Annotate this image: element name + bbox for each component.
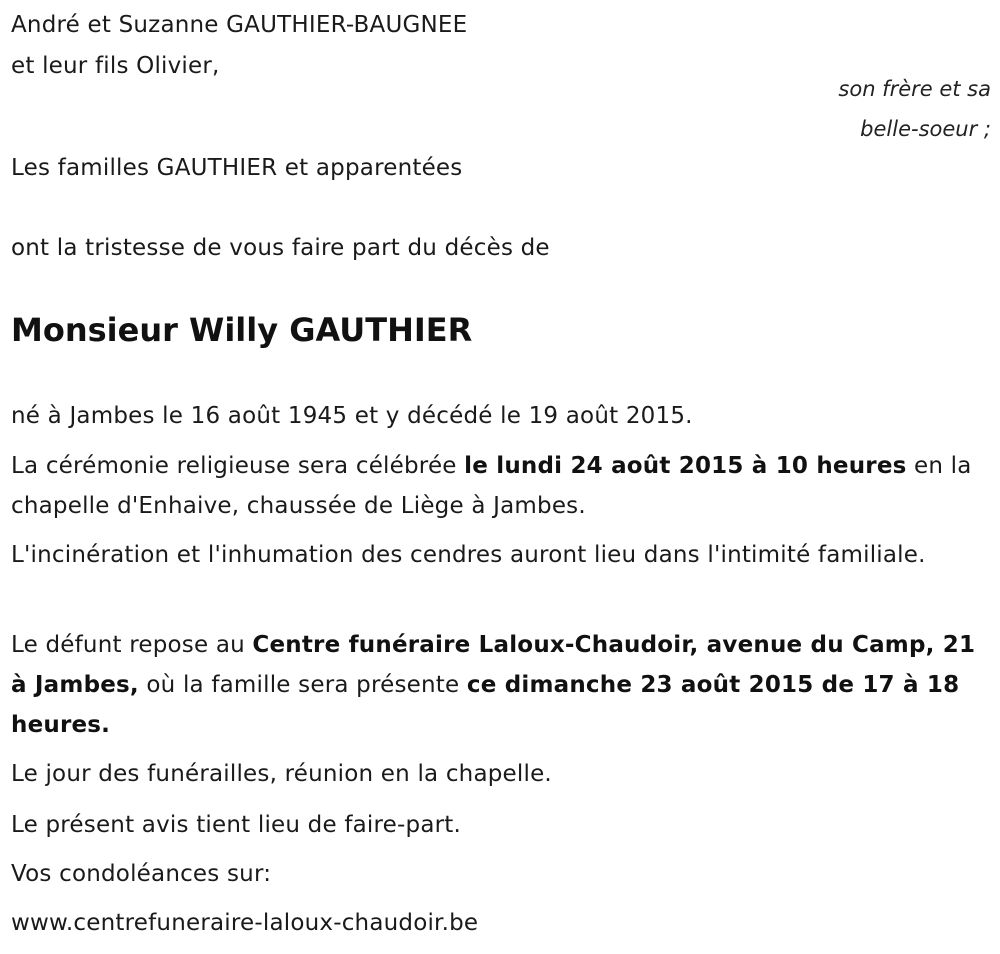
ceremony-date: le lundi 24 août 2015 à 10 heures (464, 453, 907, 479)
family-line-parents: André et Suzanne GAUTHIER-BAUGNEE (11, 12, 468, 38)
funeral-day-text: Le jour des funérailles, réunion en la chapelle. (11, 761, 552, 787)
announcement-text: ont la tristesse de vous faire part du décès de (11, 235, 550, 261)
notice-text: Le présent avis tient lieu de faire-part. (11, 812, 462, 838)
relation-note-line2: belle-soeur ; (860, 117, 991, 141)
relation-note-line1: son frère et sa (838, 77, 991, 101)
visitation-prefix: Le défunt repose au (11, 632, 253, 658)
cremation-paragraph: L'incinération et l'inhumation des cendres auront lieu dans l'intimité familiale. (11, 542, 926, 568)
deceased-name: Monsieur Willy GAUTHIER (11, 311, 473, 349)
condolences-website-link[interactable]: www.centrefuneraire-laloux-chaudoir.be (11, 910, 479, 936)
visitation-date: ce dimanche 23 août 2015 de 17 à 18 heures. (11, 672, 960, 738)
ceremony-location: en la chapelle d'Enhaive, chaussée de Liège à Jambes. (11, 453, 972, 519)
ceremony-prefix: La cérémonie religieuse sera célébrée (11, 453, 465, 479)
obituary-notice (11, 0, 991, 954)
visitation-middle: où la famille sera présente (138, 672, 467, 698)
ceremony-paragraph (11, 446, 986, 526)
family-line-son: et leur fils Olivier, (11, 53, 220, 79)
visitation-paragraph (11, 625, 986, 745)
family-line-relatives: Les familles GAUTHIER et apparentées (11, 155, 463, 181)
visitation-place: Centre funéraire Laloux-Chaudoir, avenue du Camp, 21 à Jambes, (11, 632, 976, 698)
birth-death-text: né à Jambes le 16 août 1945 et y décédé le 19 août 2015. (11, 403, 693, 429)
condolences-label: Vos condoléances sur: (11, 861, 272, 887)
